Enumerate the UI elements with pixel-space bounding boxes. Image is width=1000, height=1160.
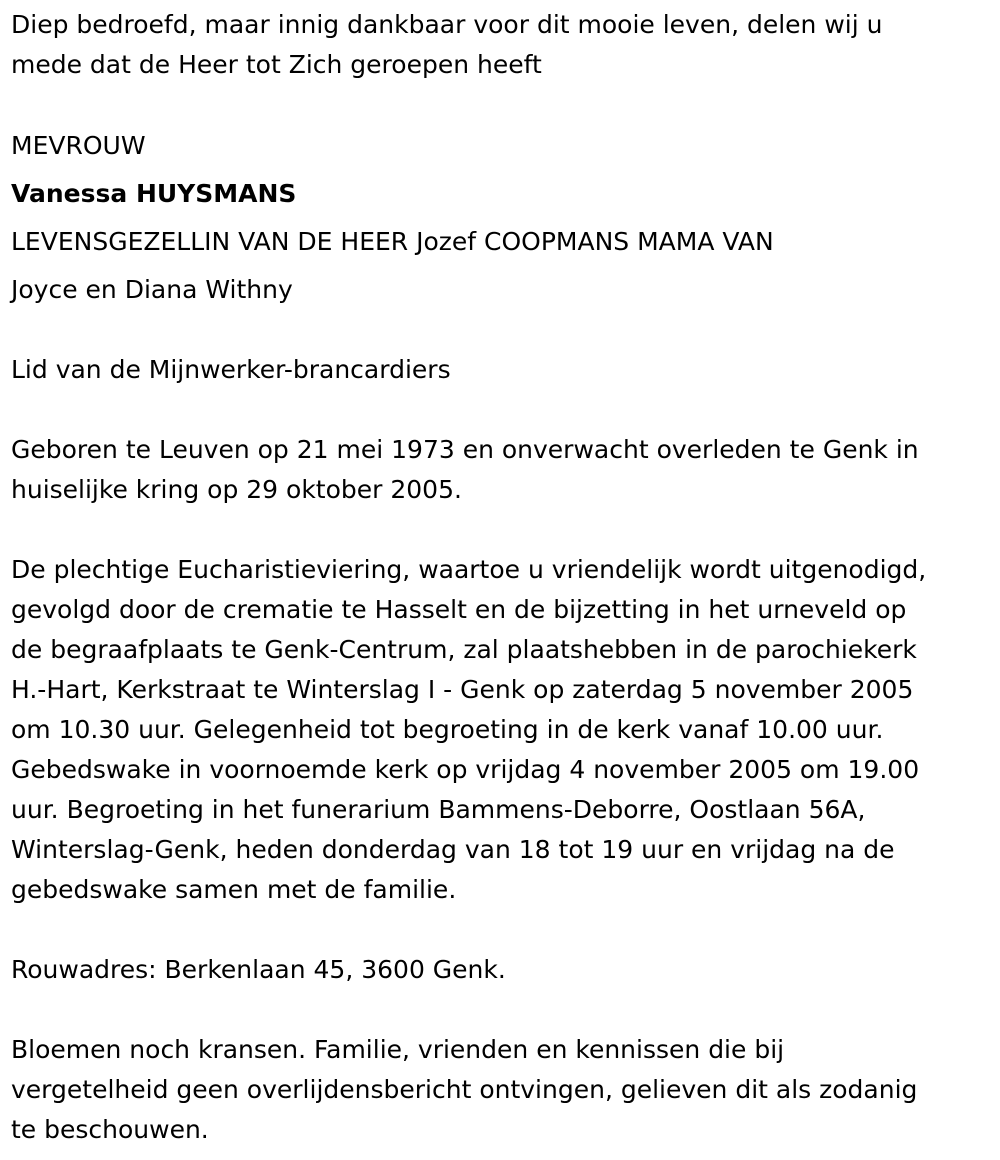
ceremony-line: De plechtige Eucharistieviering, waartoe u vriendelijk wordt uitgenodigd, [11,555,927,584]
birth-line: Geboren te Leuven op 21 mei 1973 en onverwacht overleden te Genk in [11,435,919,464]
ceremony-paragraph [11,550,926,910]
ceremony-line: Winterslag-Genk, heden donderdag van 18 tot 19 uur en vrijdag na de [11,835,895,864]
flowers-line: Bloemen noch kransen. Familie, vrienden en kennissen die bij [11,1035,785,1064]
intro-paragraph [11,5,882,85]
flowers-line: te beschouwen. [11,1115,209,1144]
birth-line: huiselijke kring op 29 oktober 2005. [11,475,462,504]
birth-death-paragraph [11,430,919,510]
flowers-line: vergetelheid geen overlijdensbericht ontvingen, gelieven dit als zodanig [11,1075,918,1104]
ceremony-line: de begraafplaats te Genk-Centrum, zal plaatshebben in de parochiekerk [11,635,917,664]
ceremony-line: gebedswake samen met de familie. [11,875,457,904]
intro-line: mede dat de Heer tot Zich geroepen heeft [11,50,542,79]
membership-line: Lid van de Mijnwerker-brancardiers [11,355,451,384]
honorific-title: MEVROUW [11,131,146,160]
mourning-address: Rouwadres: Berkenlaan 45, 3600 Genk. [11,955,506,984]
ceremony-line: Gebedswake in voornoemde kerk op vrijdag 4 november 2005 om 19.00 [11,755,920,784]
ceremony-line: gevolgd door de crematie te Hasselt en de bijzetting in het urneveld op [11,595,907,624]
ceremony-line: H.-Hart, Kerkstraat te Winterslag I - Genk op zaterdag 5 november 2005 [11,675,914,704]
flowers-paragraph [11,1030,917,1150]
ceremony-line: om 10.30 uur. Gelegenheid tot begroeting in de kerk vanaf 10.00 uur. [11,715,884,744]
partner-line: LEVENSGEZELLIN VAN DE HEER Jozef COOPMANS MAMA VAN [11,227,774,256]
intro-line: Diep bedroefd, maar innig dankbaar voor dit mooie leven, delen wij u [11,10,883,39]
children-line: Joyce en Diana Withny [11,275,293,304]
deceased-name: Vanessa HUYSMANS [11,179,297,208]
ceremony-line: uur. Begroeting in het funerarium Bammens-Deborre, Oostlaan 56A, [11,795,866,824]
